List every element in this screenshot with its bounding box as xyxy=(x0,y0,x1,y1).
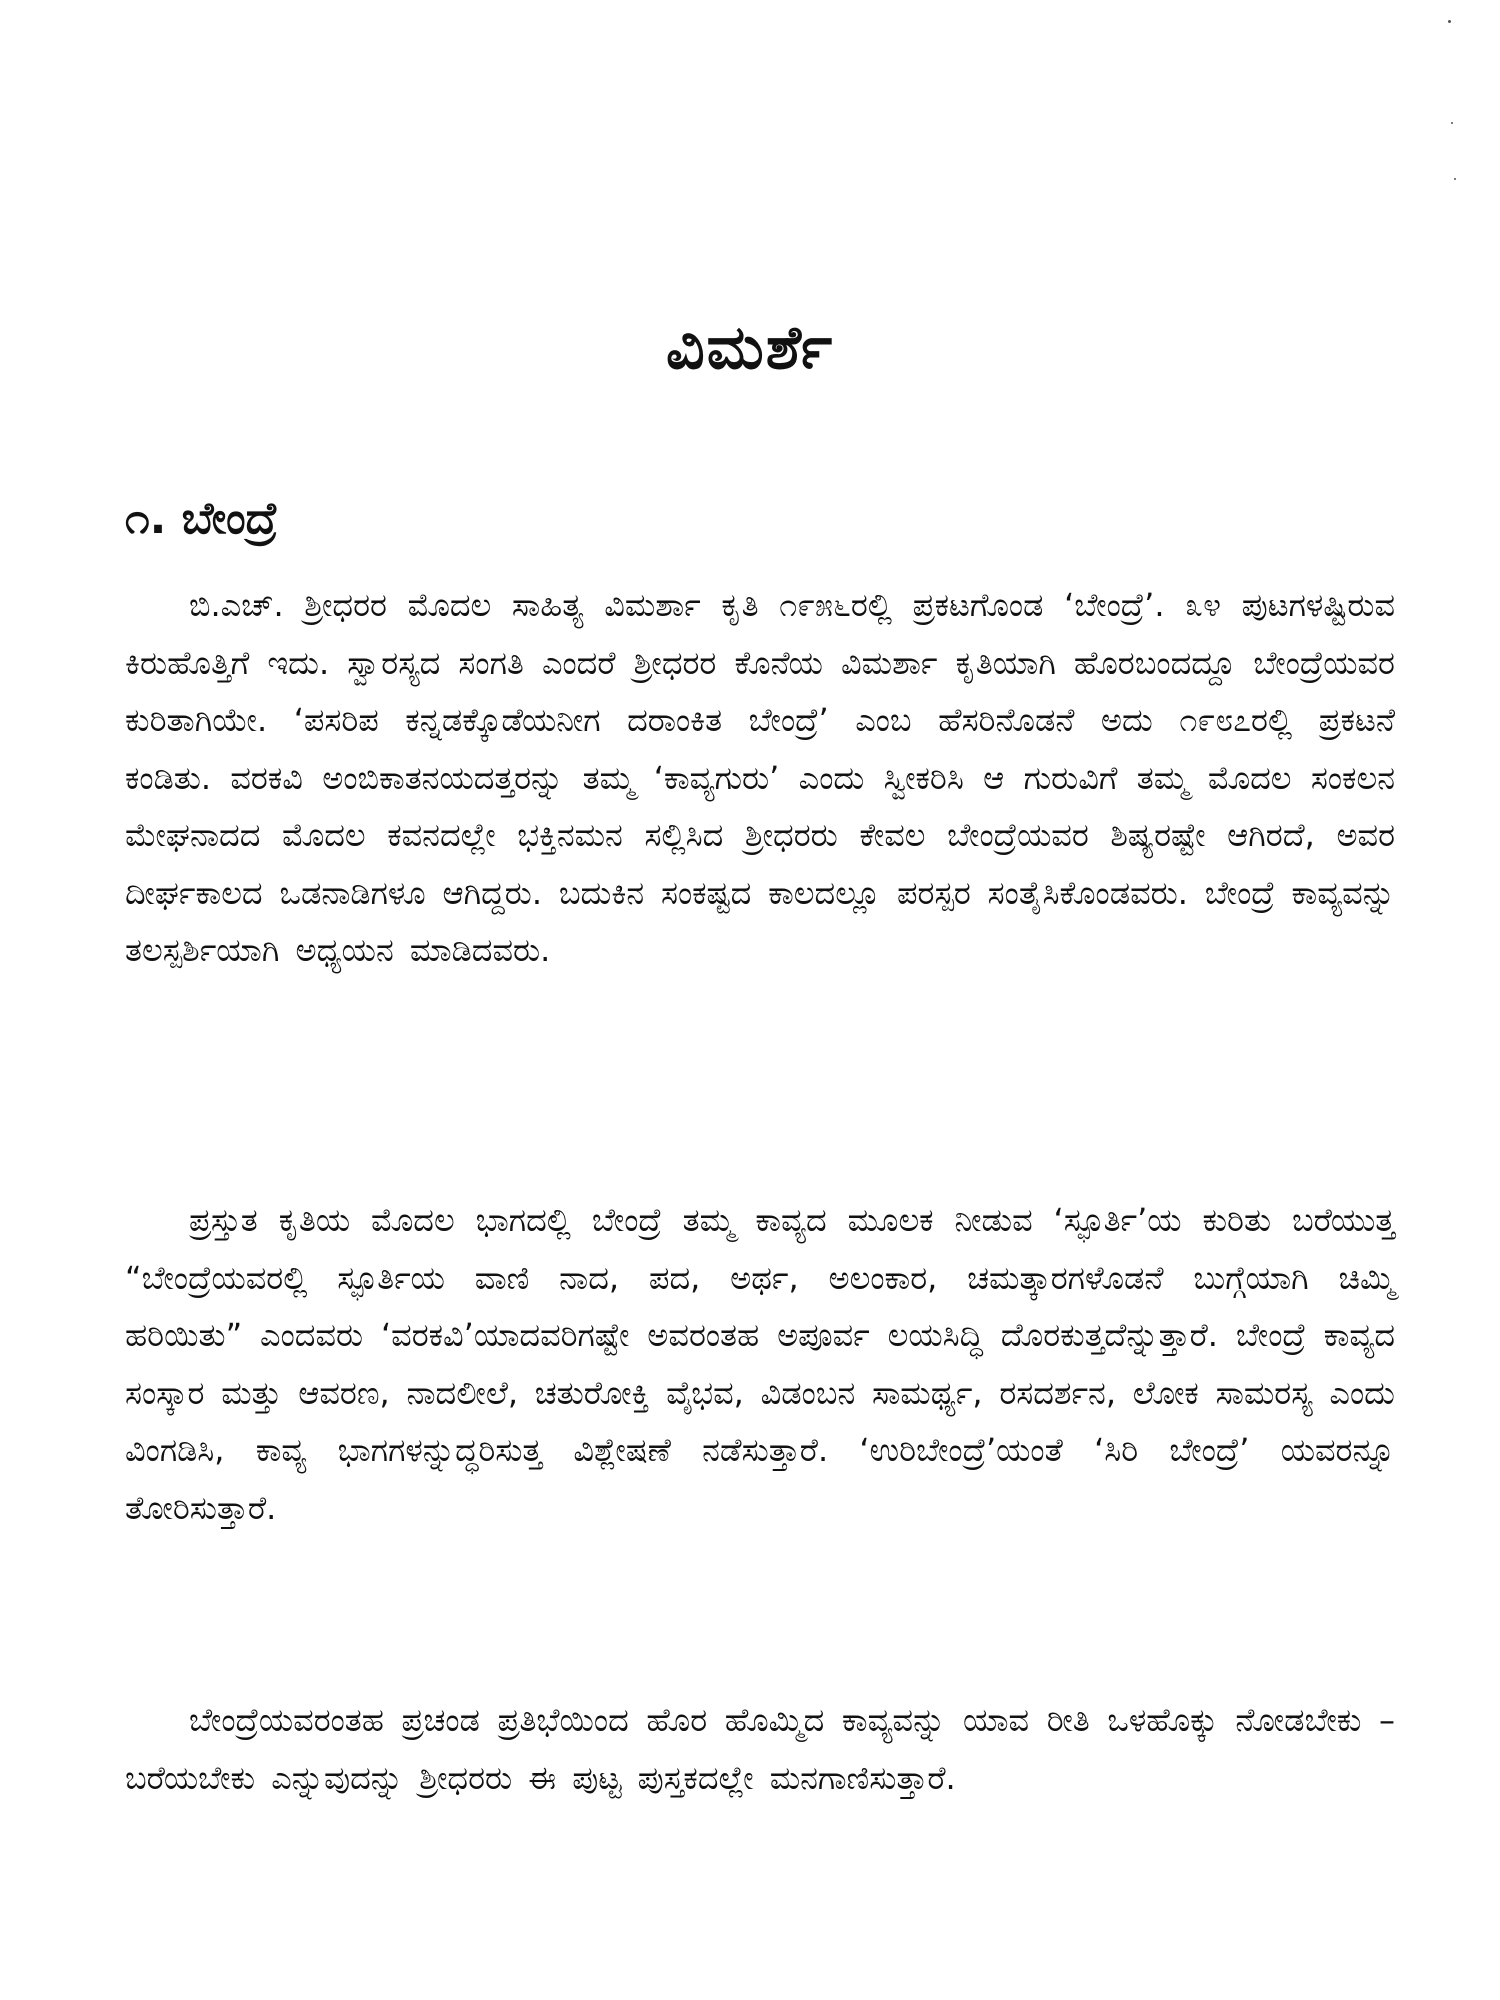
scan-speck xyxy=(1451,122,1453,124)
page-title: ವಿಮರ್ಶೆ xyxy=(665,313,835,384)
body-paragraph: ಪ್ರಸ್ತುತ ಕೃತಿಯ ಮೊದಲ ಭಾಗದಲ್ಲಿ ಬೇಂದ್ರೆ ತಮ್ಮ ಕಾವ್ಯದ ಮೂಲಕ ನೀಡುವ ‘ಸ್ಫೂರ್ತಿ’ಯ ಕುರಿತು ಬರೆಯುತ್ತ “ಬೇಂದ್ರೆಯವರಲ್ಲಿ ಸ್ಫೂರ್ತಿಯ ವಾಣಿ ನಾದ, ಪದ, ಅರ್ಥ, ಅಲಂಕಾರ, ಚಮತ್ಕಾರಗಳೊಡನೆ ಬುಗ್ಗೆಯಾಗಿ ಚಿಮ್ಮಿ ಹರಿಯಿತು” ಎಂದವರು ‘ವರಕವಿ’ಯಾದವರಿಗಷ್ಟೇ ಅವರಂತಹ ಅಪೂರ್ವ ಲಯಸಿದ್ಧಿ ದೊರಕುತ್ತದೆನ್ನುತ್ತಾರೆ. ಬೇಂದ್ರೆ ಕಾವ್ಯದ ಸಂಸ್ಕಾರ ಮತ್ತು ಆವರಣ, ನಾದಲೀಲೆ, ಚತುರೋಕ್ತಿ ವೈಭವ, ವಿಡಂಬನ ಸಾಮರ್ಥ್ಯ, ರಸದರ್ಶನ, ಲೋಕ ಸಾಮರಸ್ಯ ಎಂದು ವಿಂಗಡಿಸಿ, ಕಾವ್ಯ ಭಾಗಗಳನ್ನುದ್ಧರಿಸುತ್ತ ವಿಶ್ಲೇಷಣೆ ನಡೆಸುತ್ತಾರೆ. ‘ಉರಿಬೇಂದ್ರೆ’ಯಂತೆ ‘ಸಿರಿ ಬೇಂದ್ರೆ’ ಯವರನ್ನೂ ತೋರಿಸುತ್ತಾರೆ. xyxy=(125,1201,1395,1527)
body-paragraph: ಬಿ.ಎಚ್. ಶ್ರೀಧರರ ಮೊದಲ ಸಾಹಿತ್ಯ ವಿಮರ್ಶಾ ಕೃತಿ ೧೯೫೬ರಲ್ಲಿ ಪ್ರಕಟಗೊಂಡ ‘ಬೇಂದ್ರೆ’. ೩೪ ಪುಟಗಳಷ್ಟಿರುವ ಕಿರುಹೊತ್ತಿಗೆ ಇದು. ಸ್ವಾರಸ್ಯದ ಸಂಗತಿ ಎಂದರೆ ಶ್ರೀಧರರ ಕೊನೆಯ ವಿಮರ್ಶಾ ಕೃತಿಯಾಗಿ ಹೊರಬಂದದ್ದೂ ಬೇಂದ್ರೆಯವರ ಕುರಿತಾಗಿಯೇ. ‘ಪಸರಿಪ ಕನ್ನಡಕ್ಕೊಡೆಯನೀಗ ದರಾಂಕಿತ ಬೇಂದ್ರೆ’ ಎಂಬ ಹೆಸರಿನೊಡನೆ ಅದು ೧೯೮೭ರಲ್ಲಿ ಪ್ರಕಟನೆ ಕಂಡಿತು. ವರಕವಿ ಅಂಬಿಕಾತನಯದತ್ತರನ್ನು ತಮ್ಮ ‘ಕಾವ್ಯಗುರು’ ಎಂದು ಸ್ವೀಕರಿಸಿ ಆ ಗುರುವಿಗೆ ತಮ್ಮ ಮೊದಲ ಸಂಕಲನ ಮೇಘನಾದದ ಮೊದಲ ಕವನದಲ್ಲೇ ಭಕ್ತಿನಮನ ಸಲ್ಲಿಸಿದ ಶ್ರೀಧರರು ಕೇವಲ ಬೇಂದ್ರೆಯವರ ಶಿಷ್ಯರಷ್ಟೇ ಆಗಿರದೆ, ಅವರ ದೀರ್ಘಕಾಲದ ಒಡನಾಡಿಗಳೂ ಆಗಿದ್ದರು. ಬದುಕಿನ ಸಂಕಷ್ಟದ ಕಾಲದಲ್ಲೂ ಪರಸ್ಪರ ಸಂತೈಸಿಕೊಂಡವರು. ಬೇಂದ್ರೆ ಕಾವ್ಯವನ್ನು ತಲಸ್ಪರ್ಶಿಯಾಗಿ ಅಧ್ಯಯನ ಮಾಡಿದವರು. xyxy=(125,586,1395,969)
section-heading: ೧. ಬೇಂದ್ರೆ xyxy=(125,492,278,544)
scan-speck xyxy=(1448,20,1451,23)
scan-speck xyxy=(1454,178,1456,180)
body-paragraph: ಬೇಂದ್ರೆಯವರಂತಹ ಪ್ರಚಂಡ ಪ್ರತಿಭೆಯಿಂದ ಹೊರ ಹೊಮ್ಮಿದ ಕಾವ್ಯವನ್ನು ಯಾವ ರೀತಿ ಒಳಹೊಕ್ಕು ನೋಡಬೇಕು – ಬರೆಯಬೇಕು ಎನ್ನುವುದನ್ನು ಶ್ರೀಧರರು ಈ ಪುಟ್ಟ ಪುಸ್ತಕದಲ್ಲೇ ಮನಗಾಣಿಸುತ್ತಾರೆ. xyxy=(125,1701,1395,1797)
